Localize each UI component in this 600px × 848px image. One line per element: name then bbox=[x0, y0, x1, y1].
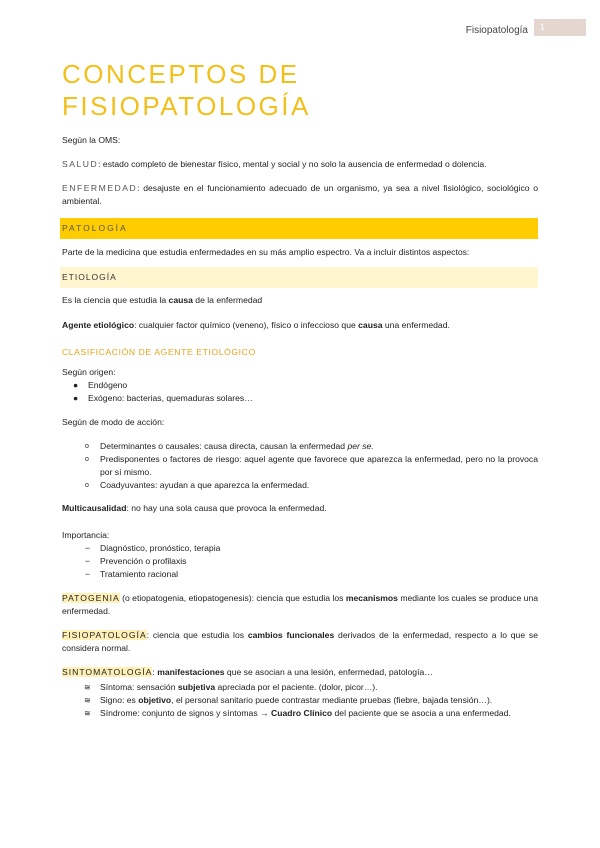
etiologia-def-pre: Es la ciencia que estudia la bbox=[62, 295, 169, 305]
origen-list bbox=[62, 379, 538, 405]
importancia-list bbox=[62, 542, 538, 581]
list-item: ● Exógeno: bacterias, quemaduras solares… bbox=[73, 393, 253, 403]
list-item-italic: per se. bbox=[347, 441, 374, 451]
page-title bbox=[62, 58, 538, 122]
sintomatologia-pre: : bbox=[152, 667, 158, 677]
enfermedad-term: ENFERMEDAD bbox=[62, 183, 138, 193]
list-item: ≋ Síndrome: conjunto de signos y síntomas → Cuadro Clínico del paciente que se asocia a una enfermedad. bbox=[84, 708, 511, 718]
sintomatologia bbox=[62, 666, 538, 679]
list-item-text: Signo: es bbox=[100, 695, 139, 705]
modo-label: Según de modo de acción: bbox=[62, 417, 165, 427]
multicausalidad bbox=[62, 502, 538, 515]
list-item: o Predisponentes o factores de riesgo: aquel agente que favorece que aparezca la enfermedad, pero no la provoca por sí mismo. bbox=[85, 454, 538, 477]
header-title: Fisiopatología bbox=[465, 25, 528, 36]
title-line-1: CONCEPTOS DE bbox=[62, 59, 300, 89]
multicausalidad-text: : no hay una sola causa que provoca la enfermedad. bbox=[126, 503, 327, 513]
oms-intro: Según la OMS: bbox=[62, 135, 121, 145]
list-item-text: Endógeno bbox=[88, 380, 128, 390]
document-body bbox=[62, 58, 538, 720]
etiologia-definition bbox=[62, 294, 538, 307]
list-item: ≋ Síntoma: sensación subjetiva apreciada por el paciente. (dolor, picor…). bbox=[84, 682, 378, 692]
list-item: − Tratamiento racional bbox=[85, 569, 179, 579]
list-item-text: Prevención o profilaxis bbox=[100, 556, 187, 566]
list-item-bold: Cuadro Clínico bbox=[271, 708, 333, 718]
etiologia-def-bold: causa bbox=[168, 295, 193, 305]
agente-bold: Agente etiológico bbox=[62, 320, 135, 330]
patologia-text: Parte de la medicina que estudia enfermedades en su más amplio espectro. Va a incluir distintos aspectos: bbox=[62, 247, 470, 257]
page-number: 1 bbox=[534, 19, 586, 36]
enfermedad-text: : desajuste en el funcionamiento adecuado de un organismo, ya sea a nivel fisiológico, sociológico o ambiental. bbox=[62, 183, 538, 206]
list-item: ≋ Signo: es objetivo, el personal sanitario puede contrastar mediante pruebas (fiebre, bajada tensión…). bbox=[84, 695, 493, 705]
fisiopatologia bbox=[62, 629, 538, 655]
title-line-2: FISIOPATOLOGÍA bbox=[62, 91, 311, 121]
clasificacion-heading: CLASIFICACIÓN DE AGENTE ETIOLÓGICO bbox=[62, 347, 256, 357]
list-item: o Determinantes o causales: causa directa, causan la enfermedad per se. bbox=[85, 441, 374, 451]
list-item: o Coadyuvantes: ayudan a que aparezca la enfermedad. bbox=[85, 480, 310, 490]
enfermedad-definition bbox=[62, 182, 538, 208]
salud-definition bbox=[62, 158, 538, 171]
list-item-text: Predisponentes o factores de riesgo: aquel agente que favorece que aparezca la enfermedad, pero no la provoca por sí mismo. bbox=[100, 454, 538, 477]
patologia-heading: PATOLOGÍA bbox=[60, 218, 538, 239]
patogenia-pre: (o etiopatogenia, etiopatogenesis): ciencia que estudia los bbox=[119, 593, 346, 603]
list-item-bold: subjetiva bbox=[177, 682, 216, 692]
list-item-bold: objetivo bbox=[138, 695, 172, 705]
list-item-text: Coadyuvantes: ayudan a que aparezca la enfermedad. bbox=[100, 480, 310, 490]
patogenia bbox=[62, 592, 538, 618]
salud-text: : estado completo de bienestar físico, mental y social y no solo la ausencia de enfermedad o dolencia. bbox=[98, 159, 487, 169]
agente-etiologico bbox=[62, 319, 538, 332]
list-item-text: , el personal sanitario puede contrastar mediante pruebas (fiebre, bajada tensión…). bbox=[171, 695, 493, 705]
sintomatologia-bold: manifestaciones bbox=[157, 667, 225, 677]
agente-bold-2: causa bbox=[358, 320, 383, 330]
importancia-label: Importancia: bbox=[62, 530, 110, 540]
list-item-text: apreciada por el paciente. (dolor, picor…). bbox=[215, 682, 378, 692]
patogenia-post: mediante los cuales se produce una enfermedad. bbox=[62, 593, 538, 616]
fisiopatologia-term: FISIOPATOLOGÍA bbox=[62, 630, 147, 640]
list-item-text: Tratamiento racional bbox=[100, 569, 179, 579]
list-item: ● Endógeno bbox=[73, 380, 128, 390]
list-item-text: Determinantes o causales: causa directa, causan la enfermedad bbox=[100, 441, 348, 451]
list-item-text: Síntoma: sensación bbox=[100, 682, 178, 692]
fisiopatologia-post: derivados de la enfermedad, respecto a lo que se considera normal. bbox=[62, 630, 538, 653]
agente-mid: : cualquier factor químico (veneno), físico o infeccioso que bbox=[134, 320, 359, 330]
etiologia-heading: ETIOLOGÍA bbox=[60, 267, 538, 288]
modo-list bbox=[62, 440, 538, 492]
patogenia-term: PATOGENIA bbox=[62, 593, 120, 603]
etiologia-def-post: de la enfermedad bbox=[192, 295, 263, 305]
fisiopatologia-pre: : ciencia que estudia los bbox=[146, 630, 248, 640]
list-item-text: del paciente que se asocia a una enfermedad. bbox=[332, 708, 511, 718]
agente-post: una enfermedad. bbox=[382, 320, 450, 330]
list-item-text: Síndrome: conjunto de signos y síntomas → bbox=[100, 708, 272, 718]
patogenia-bold: mecanismos bbox=[345, 593, 398, 603]
list-item-text: Exógeno: bacterias, quemaduras solares… bbox=[88, 393, 253, 403]
salud-term: SALUD bbox=[62, 159, 99, 169]
sintomatologia-list bbox=[62, 681, 538, 720]
sintomatologia-post: que se asocian a una lesión, enfermedad, patología… bbox=[224, 667, 433, 677]
list-item-text: Diagnóstico, pronóstico, terapia bbox=[100, 543, 221, 553]
list-item: − Prevención o profilaxis bbox=[85, 556, 187, 566]
origen-label: Según origen: bbox=[62, 367, 116, 377]
sintomatologia-term: SINTOMATOLOGÍA bbox=[62, 667, 153, 677]
fisiopatologia-bold: cambios funcionales bbox=[247, 630, 335, 640]
list-item: − Diagnóstico, pronóstico, terapia bbox=[85, 543, 221, 553]
multicausalidad-bold: Multicausalidad bbox=[62, 503, 127, 513]
